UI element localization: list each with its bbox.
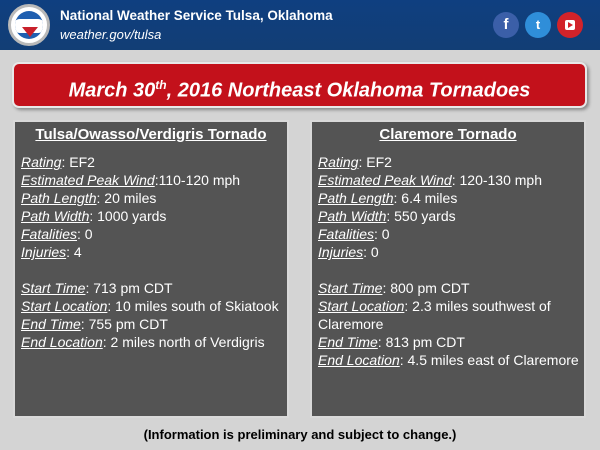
- page-title: March 30th, 2016 Northeast Oklahoma Tornadoes: [68, 78, 531, 102]
- detail-value: : 6.4 miles: [393, 190, 458, 206]
- detail-key: Path Width: [318, 208, 387, 224]
- detail-key: Start Location: [318, 298, 405, 314]
- detail-row: [318, 351, 580, 369]
- noaa-nws-logo: [8, 4, 50, 46]
- title-banner: [12, 62, 587, 108]
- detail-key: Fatalities: [21, 226, 78, 242]
- detail-row: [318, 153, 580, 171]
- detail-value: : 4: [66, 244, 82, 260]
- detail-key: Rating: [21, 154, 62, 170]
- detail-key: Estimated Peak Wind: [21, 172, 155, 188]
- detail-value: : EF2: [358, 154, 392, 170]
- detail-value: :110-120 mph: [154, 172, 241, 188]
- detail-value: : 550 yards: [386, 208, 456, 224]
- detail-value: : 2 miles north of Verdigris: [102, 334, 265, 350]
- detail-row: [21, 189, 283, 207]
- detail-key: Path Length: [21, 190, 97, 206]
- detail-value: : 800 pm CDT: [382, 280, 470, 296]
- detail-key: End Location: [21, 334, 103, 350]
- detail-row: [21, 225, 283, 243]
- tornado-details: [312, 153, 584, 369]
- panel-title: Tulsa/Owasso/Verdigris Tornado: [35, 126, 267, 143]
- detail-value: : 4.5 miles east of Claremore: [399, 352, 579, 368]
- detail-value: : 20 miles: [96, 190, 157, 206]
- twitter-icon[interactable]: t: [525, 12, 551, 38]
- detail-value: : 0: [77, 226, 93, 242]
- detail-row: [21, 207, 283, 225]
- detail-key: Path Length: [318, 190, 394, 206]
- website-link[interactable]: weather.gov/tulsa: [60, 27, 162, 42]
- detail-row: [318, 171, 580, 189]
- detail-key: Path Width: [21, 208, 90, 224]
- detail-row: [21, 297, 283, 315]
- detail-key: Rating: [318, 154, 359, 170]
- detail-row: [318, 243, 580, 261]
- detail-value: : 0: [374, 226, 390, 242]
- header-bar: [0, 0, 600, 50]
- disclaimer: (Information is preliminary and subject to change.): [143, 427, 457, 442]
- detail-value: : EF2: [61, 154, 95, 170]
- detail-row: [21, 153, 283, 171]
- section-gap: [318, 261, 580, 279]
- detail-key: Estimated Peak Wind: [318, 172, 452, 188]
- detail-value: : 1000 yards: [89, 208, 167, 224]
- facebook-icon[interactable]: f: [493, 12, 519, 38]
- detail-value: : 2.3 miles southwest of Claremore: [318, 298, 551, 332]
- detail-value: : 120-130 mph: [451, 172, 543, 188]
- tornado-details: [15, 153, 287, 351]
- detail-value: : 755 pm CDT: [80, 316, 168, 332]
- detail-row: [318, 333, 580, 351]
- detail-key: Fatalities: [318, 226, 375, 242]
- section-gap: [21, 261, 283, 279]
- detail-key: End Time: [21, 316, 81, 332]
- detail-value: : 10 miles south of Skiatook: [107, 298, 279, 314]
- claremore-tornado-panel: [310, 120, 586, 418]
- panel-title: Claremore Tornado: [379, 126, 517, 143]
- detail-key: Injuries: [318, 244, 364, 260]
- detail-row: [318, 297, 580, 333]
- detail-row: [318, 207, 580, 225]
- detail-row: [318, 279, 580, 297]
- detail-key: Start Location: [21, 298, 108, 314]
- detail-key: Start Time: [318, 280, 383, 296]
- org-name: National Weather Service Tulsa, Oklahoma: [60, 8, 333, 23]
- detail-row: [21, 333, 283, 351]
- detail-value: : 0: [363, 244, 379, 260]
- tulsa-tornado-panel: [13, 120, 289, 418]
- detail-key: End Location: [318, 352, 400, 368]
- detail-row: [318, 225, 580, 243]
- detail-value: : 713 pm CDT: [85, 280, 173, 296]
- detail-key: End Time: [318, 334, 378, 350]
- detail-row: [21, 171, 283, 189]
- detail-value: : 813 pm CDT: [377, 334, 465, 350]
- detail-row: [21, 315, 283, 333]
- detail-key: Start Time: [21, 280, 86, 296]
- detail-row: [21, 279, 283, 297]
- detail-row: [318, 189, 580, 207]
- detail-key: Injuries: [21, 244, 67, 260]
- detail-row: [21, 243, 283, 261]
- youtube-icon[interactable]: [557, 12, 583, 38]
